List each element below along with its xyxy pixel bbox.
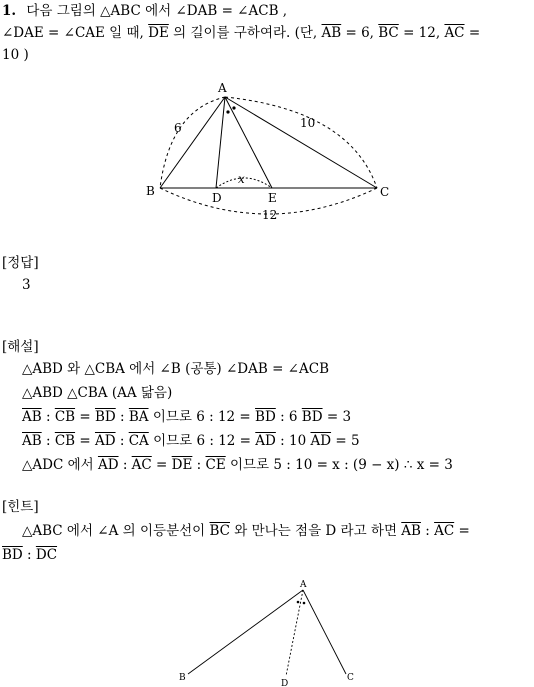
triangle-figure — [0, 0, 534, 240]
problem-text-2d: = 12, — [398, 25, 445, 41]
label-10: 10 — [300, 116, 316, 130]
explanation-line-5 — [22, 456, 453, 474]
seg: $\overline{CB}$ — [54, 409, 76, 425]
txt: = — [151, 457, 172, 473]
txt: △ADC 에서 — [22, 457, 98, 473]
segment-AC: $\overline{AC}$ — [444, 25, 465, 41]
label-6: 6 — [174, 121, 182, 135]
angle-mark-dot — [226, 110, 229, 113]
txt: : — [41, 433, 55, 449]
txt: = 5 — [331, 433, 360, 449]
seg: $\overline{AD}$ — [255, 433, 276, 449]
explanation-line-4 — [22, 432, 360, 450]
problem-text-2c: = 6, — [341, 25, 379, 41]
txt: : — [118, 457, 132, 473]
seg: $\overline{AB}$ — [22, 409, 42, 425]
problem-text-2e: = — [464, 25, 481, 41]
answer-value: 3 — [22, 277, 31, 293]
txt: : — [41, 409, 55, 425]
problem-text-1: 다음 그림의 △ABC 에서 ∠DAB = ∠ACB , — [26, 3, 288, 19]
bisector-AD — [286, 590, 303, 676]
seg: $\overline{DC}$ — [35, 547, 58, 563]
segment-AB: $\overline{AB}$ — [321, 25, 342, 41]
problem-number: 1. — [2, 3, 17, 19]
txt: : — [22, 547, 36, 563]
seg: $\overline{AD}$ — [97, 457, 119, 473]
label-B: B — [146, 184, 155, 198]
seg: $\overline{CE}$ — [205, 457, 226, 473]
label-12: 12 — [262, 208, 278, 222]
seg: $\overline{AB}$ — [401, 523, 421, 539]
label-B: B — [179, 673, 186, 683]
explanation-line-3 — [22, 408, 351, 426]
angle-mark-dot — [232, 106, 235, 109]
seg: $\overline{AC}$ — [131, 457, 152, 473]
problem-line-3: 10 ) — [2, 47, 29, 63]
txt: = — [454, 523, 470, 539]
label-A: A — [218, 81, 227, 95]
side-AB — [160, 97, 225, 188]
txt: 이므로 5 : 10 = x : (9 − x) ∴ x = 3 — [225, 457, 453, 473]
txt: : — [192, 457, 206, 473]
seg: $\overline{AC}$ — [434, 523, 455, 539]
label-D: D — [212, 191, 222, 205]
side-AC — [303, 590, 346, 674]
seg: $\overline{BD}$ — [301, 409, 323, 425]
txt: : 10 — [275, 433, 311, 449]
txt: : — [420, 523, 435, 539]
angle-mark-dot — [303, 602, 306, 605]
seg: $\overline{AD}$ — [310, 433, 332, 449]
angle-mark-dot — [297, 601, 300, 604]
answer-header: [정답] — [2, 255, 39, 271]
seg: $\overline{AD}$ — [94, 433, 116, 449]
txt: 이므로 6 : 12 = — [148, 409, 256, 425]
txt: 와 만나는 점을 D 라고 하면 — [230, 523, 402, 539]
problem-text-2b: 의 길이를 구하여라. (단, — [168, 25, 322, 41]
hint-header: [힌트] — [2, 499, 39, 515]
segment-BC: $\overline{BC}$ — [378, 25, 399, 41]
txt: = — [75, 409, 95, 425]
seg: $\overline{CA}$ — [128, 433, 149, 449]
side-AC — [225, 97, 377, 188]
seg: $\overline{AB}$ — [22, 433, 42, 449]
seg: $\overline{BC}$ — [209, 523, 230, 539]
seg: $\overline{BA}$ — [128, 409, 149, 425]
hint-line-2 — [2, 546, 57, 564]
txt: = — [75, 433, 95, 449]
txt: = 3 — [322, 409, 352, 425]
txt: △ABC 에서 ∠A 의 이등분선이 — [22, 523, 210, 539]
label-x: x — [238, 172, 245, 186]
label-A: A — [300, 580, 307, 590]
segment-AD — [216, 97, 225, 188]
label-E: E — [268, 191, 277, 205]
seg: $\overline{BD}$ — [94, 409, 116, 425]
seg: $\overline{BD}$ — [255, 409, 276, 425]
txt: : 6 — [275, 409, 302, 425]
explanation-line-1: △ABD 와 △CBA 에서 ∠B (공통) ∠DAB = ∠ACB — [22, 361, 329, 377]
label-C: C — [380, 185, 390, 199]
txt: : — [115, 409, 129, 425]
segment-DE: $\overline{DE}$ — [148, 25, 169, 41]
problem-text-2a: ∠DAE = ∠CAE 일 때, — [2, 25, 149, 41]
txt: : — [115, 433, 129, 449]
label-D: D — [281, 679, 289, 687]
txt: 이므로 6 : 12 = — [148, 433, 256, 449]
seg: $\overline{BD}$ — [2, 547, 23, 563]
bisector-figure — [0, 570, 534, 687]
hint-line-1 — [22, 522, 470, 540]
seg: $\overline{CB}$ — [54, 433, 76, 449]
side-AB — [188, 590, 303, 674]
explanation-line-2: △ABD △CBA (AA 닮음) — [22, 385, 173, 401]
label-C: C — [347, 673, 354, 683]
seg: $\overline{DE}$ — [171, 457, 193, 473]
explanation-header: [해설] — [2, 339, 39, 355]
